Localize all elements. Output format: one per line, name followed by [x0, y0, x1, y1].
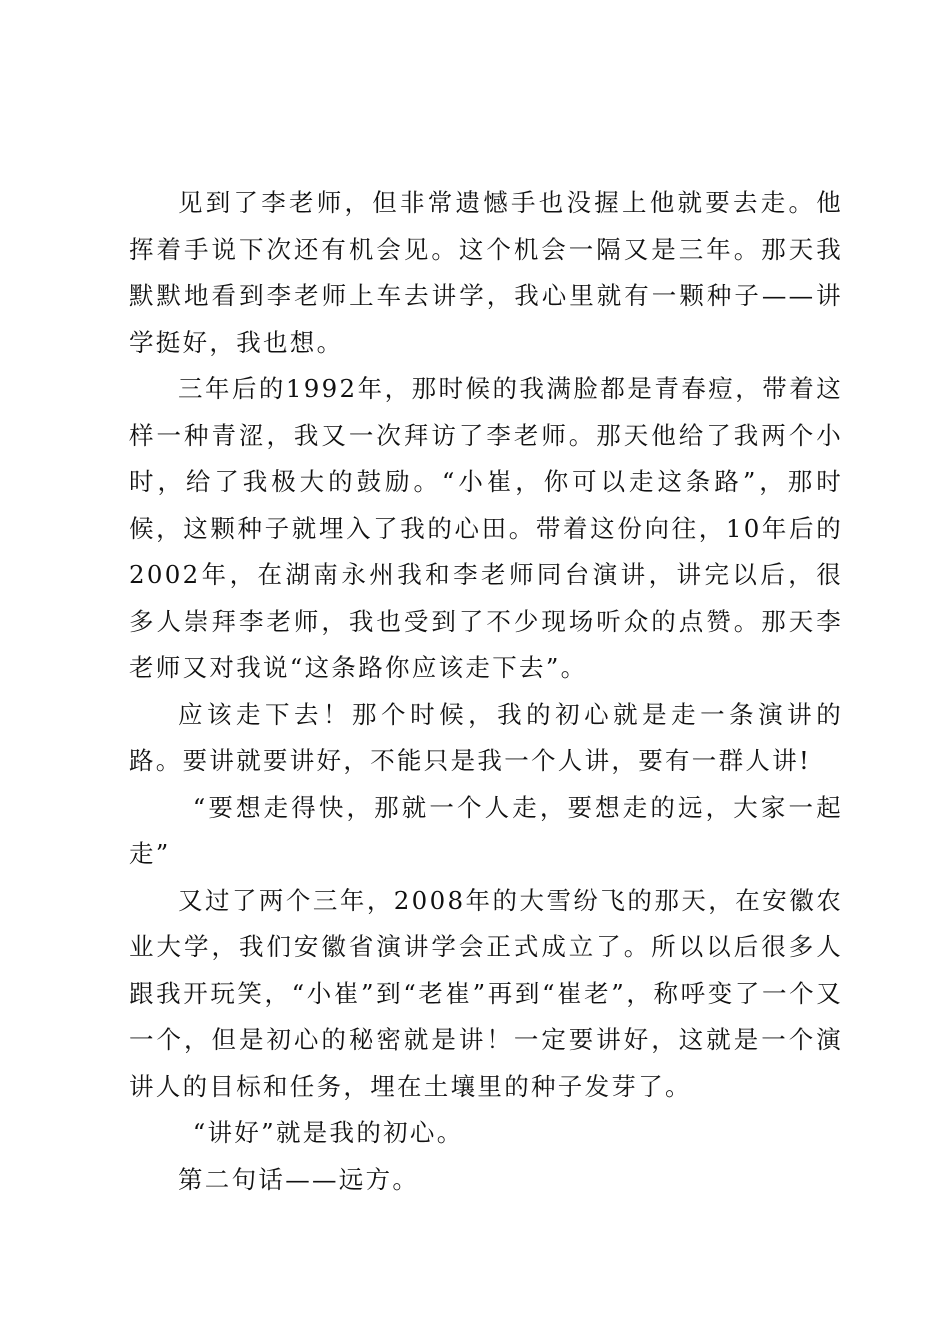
quote-paragraph: “要想走得快，那就一个人走，要想走的远，大家一起走” [129, 792, 843, 868]
document-body [129, 180, 843, 1203]
paragraph-2: 三年后的1992年，那时候的我满脸都是青春痘，带着这样一种青涩，我又一次拜访了李老师。那天他给了我两个小时，给了我极大的鼓励。“小崔，你可以走这条路”，那时候，这颗种子就埋入了我的心田。带着这份向往，10年后的2002年，在湖南永州我和李老师同台演讲，讲完以后，很多人崇拜李老师，我也受到了不少现场听众的点赞。那天李老师又对我说“这条路你应该走下去”。 [129, 374, 843, 682]
paragraph-7: 第二句话——远方。 [178, 1164, 420, 1194]
paragraph-6: “讲好”就是我的初心。 [192, 1118, 464, 1147]
paragraph-5: 又过了两个三年，2008年的大雪纷飞的那天，在安徽农业大学，我们安徽省演讲学会正式成立了。所以以后很多人跟我开玩笑，“小崔”到“老崔”再到“崔老”，称呼变了一个又一个，但是初心的秘密就是讲！一定要讲好，这就是一个演讲人的目标和任务，埋在土壤里的种子发芽了。 [129, 885, 843, 1101]
paragraph-1: 见到了李老师，但非常遗憾手也没握上他就要去走。他挥着手说下次还有机会见。这个机会一隔又是三年。那天我默默地看到李老师上车去讲学，我心里就有一颗种子——讲学挺好，我也想。 [129, 188, 843, 357]
paragraph-3: 应该走下去！那个时候，我的初心就是走一条演讲的路。要讲就要讲好，不能只是我一个人讲，要有一群人讲! [129, 699, 843, 775]
